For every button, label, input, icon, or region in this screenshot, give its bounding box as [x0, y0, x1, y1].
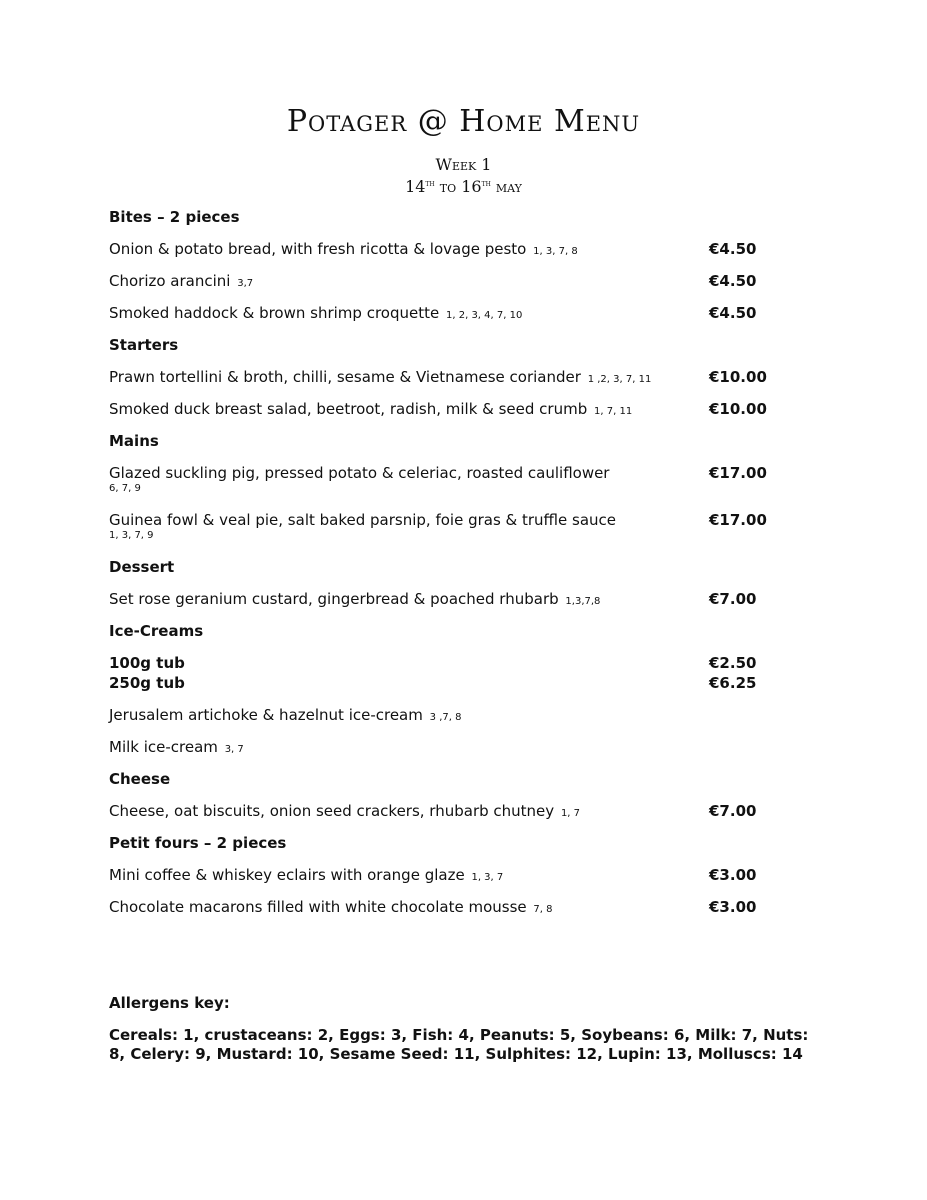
section-starters: Starters	[109, 336, 179, 354]
item-allergens: 1, 7, 11	[594, 406, 633, 417]
section-dessert: Dessert	[109, 558, 175, 576]
item-price: €4.50	[709, 240, 757, 258]
item-price: €10.00	[709, 368, 767, 386]
item-price: €7.00	[709, 802, 757, 820]
item-allergens: 3 ,7, 8	[429, 712, 462, 723]
tub-250-label: 250g tub	[109, 674, 185, 692]
menu-item	[109, 898, 809, 919]
item-allergens: 6, 7, 9	[109, 483, 141, 494]
menu-item	[109, 272, 809, 293]
item-name: Prawn tortellini & broth, chilli, sesame & Vietnamese coriander	[109, 368, 581, 386]
allergens-key-text: Cereals: 1, crustaceans: 2, Eggs: 3, Fish: 4, Peanuts: 5, Soybeans: 6, Milk: 7, Nuts: 8, Celery: 9, Mustard: 10, Sesame Seed: 11, Sulphites: 12, Lupin: 13, Molluscs: 14	[109, 1026, 809, 1063]
date-to-word: to	[439, 177, 457, 196]
item-allergens: 3, 7	[224, 744, 244, 755]
item-name: Set rose geranium custard, gingerbread & poached rhubarb	[109, 590, 559, 608]
item-allergens: 3,7	[237, 278, 254, 289]
item-allergens: 1, 3, 7	[471, 872, 504, 883]
item-name: Smoked duck breast salad, beetroot, radish, milk & seed crumb	[109, 400, 588, 418]
menu-item	[109, 590, 809, 611]
item-price: €4.50	[709, 272, 757, 290]
date-to-day: 16	[461, 177, 482, 196]
item-price: €3.00	[709, 898, 757, 916]
tub-100-price: €2.50	[709, 654, 757, 672]
menu-item	[109, 802, 809, 823]
date-to-suffix: th	[481, 179, 491, 189]
item-name: Onion & potato bread, with fresh ricotta & lovage pesto	[109, 240, 527, 258]
allergens-key-heading: Allergens key:	[109, 994, 230, 1012]
item-name: Chorizo arancini	[109, 272, 231, 290]
item-price: €7.00	[709, 590, 757, 608]
menu-item	[109, 240, 809, 261]
menu-item	[109, 706, 809, 727]
menu-item	[109, 368, 809, 389]
item-price: €3.00	[709, 866, 757, 884]
week-label: Week 1	[435, 155, 492, 174]
tub-100-label: 100g tub	[109, 654, 185, 672]
menu-item	[109, 511, 669, 543]
item-price: €4.50	[709, 304, 757, 322]
menu-item	[109, 304, 809, 325]
date-from-suffix: th	[425, 179, 435, 189]
section-cheese: Cheese	[109, 770, 171, 788]
item-allergens: 1, 3, 7, 9	[109, 530, 154, 541]
tub-250-price: €6.25	[709, 674, 757, 692]
menu-item	[109, 738, 809, 759]
item-name: Glazed suckling pig, pressed potato & celeriac, roasted cauliflower	[109, 464, 610, 482]
section-icecreams: Ice-Creams	[109, 622, 204, 640]
section-bites: Bites – 2 pieces	[109, 208, 240, 226]
item-name: Guinea fowl & veal pie, salt baked parsnip, foie gras & truffle sauce	[109, 511, 617, 529]
menu-item	[109, 400, 809, 421]
menu-title: Potager @ Home Menu	[286, 104, 641, 139]
item-allergens: 1, 7	[560, 808, 581, 819]
menu-item	[109, 464, 669, 496]
item-price: €17.00	[709, 511, 767, 529]
item-allergens: 1 ,2, 3, 7, 11	[587, 374, 652, 385]
item-name: Mini coffee & whiskey eclairs with orange glaze	[109, 866, 465, 884]
section-petit-fours: Petit fours – 2 pieces	[109, 834, 287, 852]
item-name: Chocolate macarons filled with white chocolate mousse	[109, 898, 527, 916]
item-name: Milk ice-cream	[109, 738, 218, 756]
date-month: may	[495, 177, 522, 196]
item-allergens: 1, 3, 7, 8	[533, 246, 578, 257]
item-allergens: 7, 8	[533, 904, 553, 915]
item-allergens: 1, 2, 3, 4, 7, 10	[446, 310, 523, 321]
item-name: Cheese, oat biscuits, onion seed crackers, rhubarb chutney	[109, 802, 555, 820]
menu-item	[109, 866, 809, 887]
date-from-day: 14	[405, 177, 426, 196]
section-mains: Mains	[109, 432, 159, 450]
date-range	[0, 175, 927, 196]
item-price: €10.00	[709, 400, 767, 418]
item-allergens: 1,3,7,8	[565, 596, 601, 607]
item-name: Jerusalem artichoke & hazelnut ice-cream	[109, 706, 423, 724]
item-name: Smoked haddock & brown shrimp croquette	[109, 304, 440, 322]
item-price: €17.00	[709, 464, 767, 482]
